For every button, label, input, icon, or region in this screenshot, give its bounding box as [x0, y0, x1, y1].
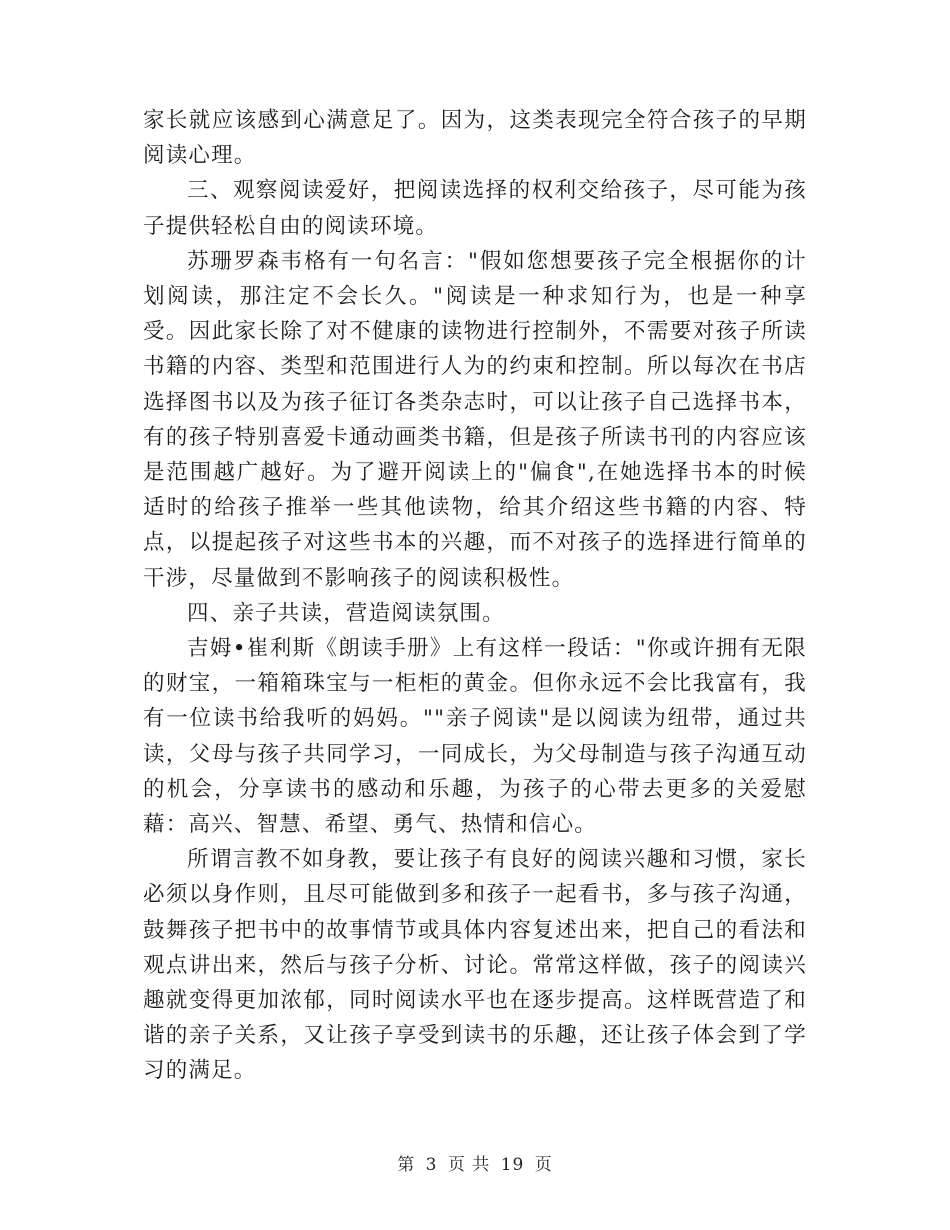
page-number-footer [0, 1153, 950, 1177]
total-page-count: 19 [500, 1155, 525, 1175]
document-body [143, 103, 807, 1089]
paragraph-3: 苏珊罗森韦格有一句名言："假如您想要孩子完全根据你的计划阅读，那注定不会长久。"阅读是一种求知行为，也是一种享受。因此家长除了对不健康的读物进行控制外，不需要对孩子所读书籍的内容、类型和范围进行人为的约束和控制。所以每次在书店选择图书以及为孩子征订各类杂志时，可以让孩子自己选择书本，有的孩子特别喜爱卡通动画类书籍，但是孩子所读书刊的内容应该是范围越广越好。为了避开阅读上的"偏食",在她选择书本的时候适时的给孩子推举一些其他读物，给其介绍这些书籍的内容、特点，以提起孩子对这些书本的兴趣，而不对孩子的选择进行简单的干涉，尽量做到不影响孩子的阅读积极性。 [143, 248, 807, 591]
paragraph-4-section-heading: 四、亲子共读，营造阅读氛围。 [187, 600, 505, 626]
page-suffix: 页 [534, 1155, 553, 1175]
paragraph-2-section-heading: 三、观察阅读爱好，把阅读选择的权利交给孩子，尽可能为孩子提供轻松自由的阅读环境。 [143, 178, 807, 239]
paragraph-6: 所谓言教不如身教，要让孩子有良好的阅读兴趣和习惯，家长必须以身作则，且尽可能做到多和孩子一起看书，多与孩子沟通，鼓舞孩子把书中的故事情节或具体内容复述出来，把自己的看法和观点讲出来，然后与孩子分析、讨论。常常这样做，孩子的阅读兴趣就变得更加浓郁，同时阅读水平也在逐步提高。这样既营造了和谐的亲子关系，又让孩子享受到读书的乐趣，还让孩子体会到了学习的满足。 [143, 847, 807, 1084]
page-mid-text: 页 共 [447, 1155, 491, 1175]
paragraph-5: 吉姆•崔利斯《朗读手册》上有这样一段话："你或许拥有无限的财宝，一箱箱珠宝与一柜柜的黄金。但你永远不会比我富有，我有一位读书给我听的妈妈。""亲子阅读"是以阅读为纽带，通过共读，父母与孩子共同学习，一同成长，为父母制造与孩子沟通互动的机会，分享读书的感动和乐趣，为孩子的心带去更多的关爱慰藉：高兴、智慧、希望、勇气、热情和信心。 [143, 636, 807, 838]
current-page-number: 3 [425, 1155, 438, 1175]
paragraph-1: 家长就应该感到心满意足了。因为，这类表现完全符合孩子的早期阅读心理。 [143, 108, 807, 169]
page-prefix: 第 [397, 1155, 416, 1175]
